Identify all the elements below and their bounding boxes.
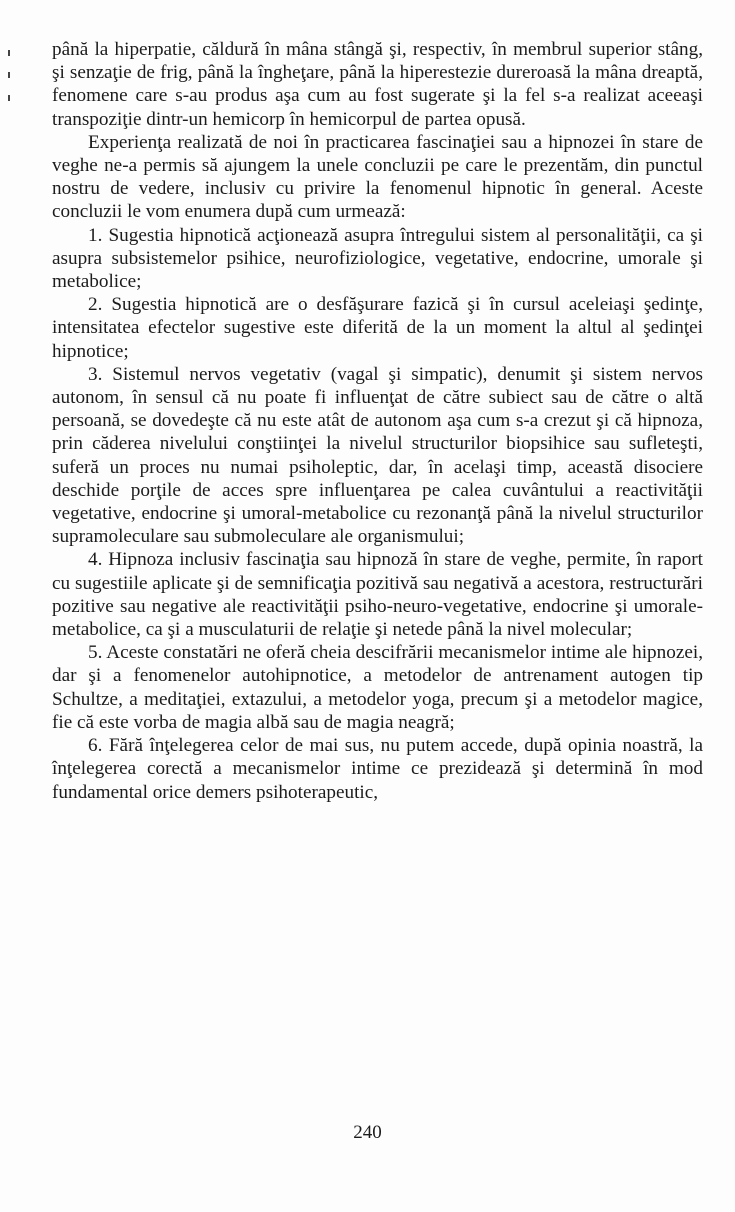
margin-mark xyxy=(8,95,10,101)
body-text xyxy=(52,38,703,804)
list-item-2: 2. Sugestia hipnotică are o desfăşurare fazică şi în cursul aceleiaşi şedinţe, intensitatea efectelor sugestive este diferită de la un moment la altul al şedinţei hipnotice; xyxy=(52,294,703,362)
page-number: 240 xyxy=(353,1122,382,1143)
margin-mark xyxy=(8,50,10,56)
paragraph-experience: Experienţa realizată de noi în practicarea fascinaţiei sau a hipnozei în stare de veghe ne-a permis să ajungem la unele concluzii pe care le prezentăm, din punctul nostru de vedere, inclusiv cu privire la fenomenul hipnotic în general. Aceste concluzii le vom enumera după cum urmează: xyxy=(52,131,703,223)
list-item-5: 5. Aceste constatări ne oferă cheia descifrării mecanismelor intime ale hipnozei, dar şi a fenomenelor autohipnotice, a metodelor de antrenament autogen tip Schultze, a meditaţiei, extazului, a metodelor yoga, precum şi a metodelor magice, fie că este vorba de magia albă sau de magia neagră; xyxy=(52,642,703,733)
margin-mark xyxy=(8,72,10,78)
list-item-6: 6. Fără înţelegerea celor de mai sus, nu putem accede, după opinia noastră, la înţelegerea corectă a mecanismelor intime ce prezidează şi determină în mod fundamental orice demers psihoterapeutic, xyxy=(52,735,703,803)
list-item-3: 3. Sistemul nervos vegetativ (vagal şi simpatic), denumit şi sistem nervos autonom, în sensul că nu poate fi influenţat de către subiect sau de către o altă persoană, se dovedeşte că nu este atât de autonom aşa cum s-a crezut şi că hipnoza, prin căderea nivelului conştiinţei la nivelul structurilor biopsihice sau sufleteşti, suferă un proces nu numai psiholeptic, dar, în acelaşi timp, această disociere deschide porţile de acces spre influenţarea pe calea cuvântului a reactivităţii vegetative, endocrine şi umoral-metabolice cu rezonanţă până la nivelul structurilor supramoleculare sau submoleculare ale organismului; xyxy=(52,363,703,548)
list-item-4: 4. Hipnoza inclusiv fascinaţia sau hipnoză în stare de veghe, permite, în raport cu sugestiile aplicate şi de semnificaţia pozitivă sau negativă a acestora, restructurări pozitive sau negative ale reactivităţii psiho-neuro-vegetative, endocrine şi umorale-metabolice, ca şi a musculaturii de relaţie şi netede până la nivel molecular; xyxy=(52,549,703,641)
paragraph-continuation: până la hiperpatie, căldură în mâna stângă şi, respectiv, în membrul superior stâng, şi senzaţie de frig, până la îngheţare, până la hiperestezie dureroasă la mâna dreaptă, fenomene care s-au produs aşa cum au fost sugerate şi la fel s-a realizat aceeaşi transpoziţie dintr-un hemicorp în hemicorpul de partea opusă. xyxy=(52,39,703,130)
list-item-1: 1. Sugestia hipnotică acţionează asupra întregului sistem al personalităţii, ca şi asupra subsistemelor psihice, neurofiziologice, vegetative, endocrine, umorale şi metabolice; xyxy=(52,224,703,293)
